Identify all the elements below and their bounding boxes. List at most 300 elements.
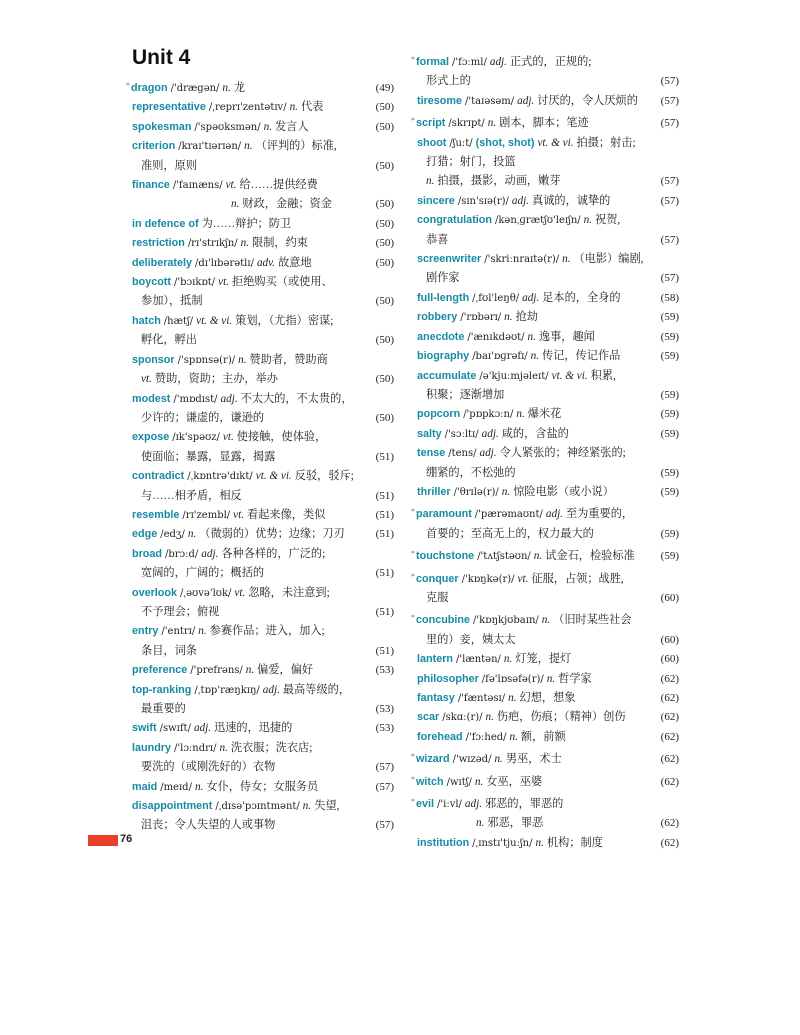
- entry-headline: [132, 351, 358, 370]
- entry-headline: [132, 797, 358, 816]
- vocab-entry: [411, 567, 679, 609]
- page-reference: (57): [660, 233, 679, 246]
- definition: 邪恶的，罪恶的: [485, 798, 564, 811]
- definition-continued: [132, 603, 358, 622]
- definition: 男巫，术士: [505, 753, 562, 766]
- entry-headline: [132, 176, 358, 195]
- pronunciation: /'pɒpkɔːn/: [463, 409, 514, 421]
- definition: 女巫，巫婆: [486, 775, 543, 788]
- pronunciation: /'taɪəsəm/: [465, 95, 515, 107]
- entry-headline: [132, 467, 358, 486]
- headword: institution: [417, 836, 470, 849]
- entry-headline: [132, 215, 358, 234]
- part-of-speech: n.: [187, 528, 197, 541]
- definition: 额，前额: [520, 730, 566, 743]
- part-of-speech: adj.: [517, 94, 535, 107]
- definition-continued: [417, 231, 643, 250]
- pronunciation: /'fɔːhed/: [465, 731, 507, 743]
- headword: concubine: [416, 614, 470, 627]
- entry-headline: [132, 778, 358, 797]
- definition: 足本的，全身的: [542, 291, 621, 304]
- pronunciation: /sɪn'sɪə(r)/: [457, 195, 509, 207]
- page-reference: (51): [375, 605, 394, 618]
- vocab-entry: [417, 192, 679, 211]
- page-reference: (59): [660, 527, 679, 540]
- part-of-speech: n.: [546, 672, 556, 685]
- definition-continued: [132, 564, 358, 583]
- definition: 首要的；至高无上的，权力最大的: [426, 527, 594, 540]
- entry-headline: [417, 367, 643, 386]
- pronunciation: /rɪ'zembl/: [182, 509, 231, 521]
- entry-headline: [132, 584, 358, 603]
- page-reference: (51): [375, 489, 394, 502]
- vocab-entry: [132, 137, 394, 176]
- pronunciation: /'læntən/: [456, 654, 501, 666]
- entry-headline: [411, 567, 643, 589]
- headword: entry: [132, 625, 159, 638]
- definition: 讨厌的，令人厌烦的: [537, 94, 638, 107]
- part-of-speech: adj.: [481, 427, 499, 440]
- part-of-speech: n.: [245, 664, 255, 677]
- vocab-entry: [411, 770, 679, 792]
- vocab-entry: [417, 92, 679, 111]
- entry-headline: [411, 50, 643, 72]
- page-reference: (59): [660, 427, 679, 440]
- page-reference: (60): [660, 633, 679, 646]
- headword: thriller: [417, 485, 451, 498]
- part-of-speech: adj.: [545, 508, 563, 521]
- part-of-speech: n.: [487, 117, 497, 130]
- entry-headline: [132, 390, 358, 409]
- definition: 与……相矛盾，相反: [141, 489, 242, 502]
- vocab-entry: [417, 689, 679, 708]
- pronunciation: /skɑː(r)/: [442, 712, 483, 724]
- headword: robbery: [417, 311, 458, 324]
- part-of-speech: adj.: [522, 291, 540, 304]
- headword: salty: [417, 427, 442, 440]
- headword: deliberately: [132, 256, 193, 269]
- definition-continued: [132, 292, 358, 311]
- entry-headline: [132, 137, 358, 156]
- page-reference: (62): [660, 753, 679, 766]
- definition: 限制，约束: [252, 237, 308, 250]
- page-reference: (51): [375, 644, 394, 657]
- definition: 沮丧；令人失望的人或事物: [141, 819, 276, 832]
- part-of-speech: n.: [485, 711, 494, 724]
- definition: 克服: [426, 591, 449, 604]
- page-reference: (58): [660, 291, 679, 304]
- pronunciation: /meɪd/: [160, 781, 192, 793]
- entry-headline: [417, 92, 643, 111]
- page-reference: (50): [375, 295, 394, 308]
- definition: 不太大的，不太贵的，: [240, 392, 353, 405]
- pronunciation: /hætʃ/: [163, 315, 194, 327]
- pronunciation: /kənˌɡrætʃʊ'leɪʃn/: [494, 215, 581, 227]
- page-reference: (57): [660, 75, 679, 88]
- vocab-entry: [132, 739, 394, 778]
- vocab-entry: [411, 792, 679, 834]
- definition: 剧作家: [426, 272, 460, 285]
- definition: 祝贺,: [595, 214, 621, 227]
- headword: formal: [416, 56, 449, 68]
- page-reference: (59): [660, 350, 679, 363]
- definition: 抢劫: [515, 311, 538, 324]
- star-icon: *: [411, 571, 415, 581]
- page-reference: (50): [375, 198, 394, 211]
- definition: 绷紧的，不松弛的: [426, 466, 516, 479]
- vocab-entry: [417, 289, 679, 308]
- vocab-entry: [417, 134, 679, 192]
- definition: 宽阔的，广阔的；概括的: [141, 567, 265, 580]
- vocab-entry: [132, 584, 394, 623]
- right-column: [411, 50, 679, 853]
- vocab-entry: [132, 98, 394, 117]
- vocab-entry: [417, 483, 679, 502]
- definition: 偏爱，偏好: [257, 664, 314, 677]
- entry-headline: [411, 747, 643, 769]
- entry-headline: [417, 425, 643, 444]
- pronunciation: /'kɒŋkjʊbaɪn/: [473, 615, 539, 627]
- vocab-entry: [132, 390, 394, 429]
- page-reference: (51): [375, 567, 394, 580]
- page-number: 76: [120, 833, 133, 845]
- unit-title: Unit 4: [132, 46, 191, 69]
- definition: 条目，词条: [141, 644, 197, 657]
- part-of-speech: n.: [244, 140, 253, 153]
- definition: 拍摄；射击;: [576, 136, 636, 149]
- page-reference: (53): [375, 703, 394, 715]
- page-reference: (60): [660, 591, 679, 604]
- page-reference: (62): [660, 836, 679, 849]
- entry-headline: [417, 708, 643, 727]
- part-of-speech: n.: [289, 101, 298, 114]
- entry-headline: [132, 622, 358, 641]
- part-of-speech: vt.: [218, 276, 230, 289]
- vocab-entry: [417, 405, 679, 424]
- headword: modest: [132, 392, 171, 405]
- page-reference: (53): [375, 664, 394, 677]
- vocab-entry: [132, 661, 394, 680]
- pronunciation: /'θrɪlə(r)/: [453, 486, 499, 498]
- vocab-entry: [417, 650, 679, 669]
- page-reference: (50): [375, 217, 394, 230]
- definition: 爆米花: [527, 408, 562, 421]
- part-of-speech: n.: [222, 82, 231, 94]
- pronunciation: /'mɒdɪst/: [173, 393, 218, 405]
- vocab-entry: [417, 728, 679, 747]
- entry-headline: [411, 544, 643, 566]
- pronunciation: /'skriːnraɪtə(r)/: [484, 254, 560, 266]
- part-of-speech: adj.: [511, 194, 530, 207]
- definition: 使接触，使体验，: [236, 431, 327, 444]
- vocab-entry: [132, 118, 394, 137]
- pronunciation: /'tʌtʃstəʊn/: [477, 551, 531, 563]
- entry-headline: [417, 483, 643, 502]
- definition: 故意地: [278, 256, 312, 269]
- star-icon: *: [411, 752, 415, 762]
- definition: 灯笼，提灯: [515, 653, 572, 666]
- definition-continued: [132, 157, 358, 176]
- definition-continued: [132, 758, 358, 777]
- headword: forehead: [417, 730, 463, 743]
- definition: 赞助者，赞助商: [249, 353, 328, 366]
- page-reference: (57): [660, 117, 679, 130]
- page-reference: (57): [660, 272, 679, 285]
- definition: 发言人: [274, 120, 309, 133]
- part-of-speech: adj.: [464, 798, 483, 811]
- definition: 真诚的，诚挚的: [532, 194, 611, 207]
- star-icon: *: [126, 81, 130, 90]
- entry-headline: [132, 254, 358, 273]
- part-of-speech: n.: [263, 120, 272, 133]
- definition: 征服，占领；战胜,: [531, 572, 624, 585]
- page-reference: (59): [660, 311, 679, 324]
- headword: wizard: [416, 753, 450, 766]
- headword: biography: [417, 350, 470, 363]
- definition: 积累,: [590, 369, 616, 382]
- star-icon: *: [411, 549, 415, 559]
- definition: 逸事，趣闻: [538, 330, 595, 343]
- definition: 哲学家: [558, 672, 592, 685]
- definition-continued: [417, 464, 643, 483]
- vocab-entry: [132, 351, 394, 390]
- pronunciation: /ə'kjuːmjəleɪt/: [479, 370, 549, 382]
- definition: （旧时某些社会: [553, 614, 632, 627]
- page-reference: (62): [660, 730, 679, 743]
- vocab-entry: [417, 444, 679, 483]
- definition: 至为重要的，: [565, 508, 634, 521]
- definition: 幻想，想象: [519, 692, 576, 704]
- definition: 恭喜: [426, 233, 449, 246]
- definition: 龙: [233, 82, 246, 94]
- headword: broad: [132, 547, 162, 560]
- definition: 咸的，含盐的: [501, 427, 569, 440]
- definition: 拒绝购买（或使用、: [232, 276, 333, 289]
- part-of-speech: vt. & vi.: [551, 369, 588, 382]
- headword: scar: [417, 711, 440, 724]
- part-of-speech: n.: [302, 800, 312, 813]
- entry-headline: [132, 234, 358, 253]
- entry-headline: [417, 308, 643, 327]
- entry-headline: [417, 650, 643, 669]
- page-reference: (50): [375, 373, 394, 386]
- vocab-entry: [417, 425, 679, 444]
- part-of-speech: n.: [527, 330, 536, 343]
- entry-headline: [411, 770, 643, 792]
- headword: accumulate: [417, 369, 477, 382]
- pronunciation: /kraɪ'tɪərɪən/: [178, 141, 242, 153]
- page-reference: (50): [375, 159, 394, 172]
- definition: 最重要的: [141, 703, 186, 715]
- page-reference: (57): [375, 819, 394, 832]
- definition: 准则，原则: [141, 159, 197, 172]
- page-reference: (51): [375, 528, 394, 541]
- part-of-speech: n.: [474, 775, 484, 788]
- headword: expose: [132, 431, 170, 444]
- star-icon: *: [411, 507, 415, 517]
- pronunciation: /'entrɪ/: [161, 626, 196, 638]
- part-of-speech: adj.: [489, 56, 507, 68]
- pronunciation: /'wɪzəd/: [452, 754, 492, 766]
- pronunciation: /ˌəʊvə'lʊk/: [180, 587, 232, 599]
- entry-headline: [411, 502, 643, 524]
- headword: dragon: [131, 82, 168, 94]
- pronunciation: /'iːvl/: [437, 799, 462, 811]
- entry-headline: [417, 328, 643, 347]
- vocab-entry: [132, 506, 394, 525]
- page-reference: (57): [375, 761, 394, 774]
- star-icon: *: [411, 774, 415, 784]
- vocab-entry: [417, 708, 679, 727]
- part-of-speech: vt.: [222, 431, 234, 444]
- definition: 迅速的，迅捷的: [214, 722, 293, 735]
- page-reference: (50): [375, 411, 394, 424]
- part-of-speech: n.: [508, 692, 517, 704]
- definition-continued: [417, 589, 643, 608]
- vocab-entry: [411, 111, 679, 133]
- entry-headline: [417, 250, 643, 269]
- vocab-entry: [132, 467, 394, 506]
- part-of-speech: adv.: [256, 256, 276, 269]
- definition-continued: [417, 631, 643, 650]
- definition-continued: [132, 409, 358, 428]
- vocab-entry: [126, 76, 394, 98]
- headword: tense: [417, 447, 446, 460]
- entry-headline: [132, 681, 358, 700]
- page-reference: (62): [660, 711, 679, 724]
- pronunciation: /'kɒŋkə(r)/: [461, 573, 515, 585]
- page-reference: (57): [660, 94, 679, 107]
- entry-headline: [417, 405, 643, 424]
- definition: 机构；制度: [546, 836, 603, 849]
- definition: 不予理会；俯视: [141, 605, 220, 618]
- definition: 积聚；逐渐增加: [426, 388, 505, 401]
- headword: sponsor: [132, 353, 175, 366]
- headword: congratulation: [417, 214, 492, 227]
- headword: screenwriter: [417, 253, 482, 266]
- part-of-speech: n.: [198, 625, 207, 638]
- part-of-speech: vt.: [234, 586, 246, 599]
- vocab-entry: [132, 525, 394, 544]
- headword: evil: [416, 798, 435, 811]
- entry-headline: [132, 525, 358, 544]
- pronunciation: /'drægən/: [170, 83, 220, 94]
- vocab-entry: [132, 428, 394, 467]
- entry-headline: [417, 134, 643, 153]
- headword: anecdote: [417, 330, 465, 343]
- pronunciation: /'bɔɪkɒt/: [174, 277, 216, 289]
- vocab-entry: [411, 608, 679, 650]
- vocab-entry: [417, 834, 679, 853]
- definition: （微弱的）优势；边缘；刀刃: [199, 528, 345, 541]
- pronunciation: /rɪ'strɪkʃn/: [187, 238, 238, 250]
- pronunciation: /swɪft/: [159, 723, 191, 735]
- page-reference: (50): [375, 334, 394, 347]
- headword: philosopher: [417, 672, 479, 685]
- vocab-entry: [417, 670, 679, 689]
- page-reference: (50): [375, 237, 394, 250]
- part-of-speech: n.: [535, 836, 544, 849]
- headword: popcorn: [417, 408, 461, 421]
- pronunciation: /ˌfʊl'leŋθ/: [472, 292, 520, 304]
- headword: fantasy: [417, 692, 455, 704]
- definition: 孵化，孵出: [141, 334, 197, 347]
- definition: 给……提供经费: [239, 179, 318, 192]
- headword: restriction: [132, 237, 185, 250]
- entry-headline: [132, 312, 358, 331]
- pronunciation: /ˌreprɪ'zentətɪv/: [208, 102, 287, 114]
- pronunciation: /wɪtʃ/: [446, 776, 472, 788]
- page-reference: (59): [660, 466, 679, 479]
- part-of-speech: n.: [516, 408, 525, 421]
- page-reference: (62): [660, 817, 679, 830]
- definition: 看起来像，类似: [247, 508, 326, 521]
- definition: 女仆，侍女；女服务员: [206, 780, 319, 793]
- headword: resemble: [132, 508, 180, 521]
- headword: spokesman: [132, 120, 192, 133]
- entry-headline: [417, 728, 643, 747]
- headword: conquer: [416, 572, 459, 585]
- entry-headline: [132, 428, 358, 447]
- part-of-speech: vt.: [517, 572, 529, 585]
- part-of-speech: n.: [541, 614, 551, 627]
- entry-headline: [417, 192, 643, 211]
- pronunciation: /'rɒbərɪ/: [460, 312, 502, 324]
- definition-continued: [132, 816, 358, 835]
- entry-headline: [411, 608, 643, 630]
- definition-continued: [132, 642, 358, 661]
- headword: contradict: [132, 470, 185, 483]
- part-of-speech: n.: [503, 653, 513, 666]
- page-reference: (50): [375, 256, 394, 269]
- part-of-speech: vt.: [141, 373, 152, 386]
- part-of-speech: vt.: [233, 508, 245, 521]
- pronunciation: /fə'lɒsəfə(r)/: [481, 673, 544, 685]
- page-reference: (50): [375, 101, 394, 114]
- page-reference: (57): [660, 194, 679, 207]
- definition: 参加），抵制: [141, 295, 203, 308]
- definition-continued: [417, 72, 643, 91]
- part-of-speech: n.: [530, 350, 540, 363]
- definition-continued: [132, 700, 358, 719]
- page-reference: (59): [660, 550, 679, 563]
- headword: touchstone: [416, 550, 475, 563]
- entry-headline: [132, 98, 358, 117]
- entry-headline: [417, 834, 643, 853]
- page-reference: (51): [375, 450, 394, 463]
- part-of-speech: n.: [562, 253, 571, 266]
- entry-headline: [132, 118, 358, 137]
- headword: laundry: [132, 741, 171, 754]
- headword: sincere: [417, 194, 455, 207]
- vocab-entry: [417, 211, 679, 250]
- vocab-entry: [132, 273, 394, 312]
- definition-continued: [132, 370, 358, 389]
- part-of-speech: n.: [231, 198, 240, 211]
- pronunciation: /ʃuːt/: [449, 137, 473, 149]
- headword: preference: [132, 664, 188, 677]
- pronunciation: /tens/: [448, 448, 477, 460]
- pronunciation: /'pærəmaʊnt/: [474, 509, 543, 521]
- definition-continued: [417, 269, 643, 288]
- part-of-speech: n.: [426, 175, 435, 188]
- definition: 惊险电影（或小说）: [513, 485, 614, 498]
- definition: 打猎；射门，投篮: [426, 156, 516, 169]
- pronunciation: /'fæntəsɪ/: [457, 693, 506, 704]
- pronunciation: /'sɔːltɪ/: [444, 428, 479, 440]
- headword: shoot: [417, 136, 447, 149]
- definition: 参赛作品；进入，加入;: [209, 625, 325, 638]
